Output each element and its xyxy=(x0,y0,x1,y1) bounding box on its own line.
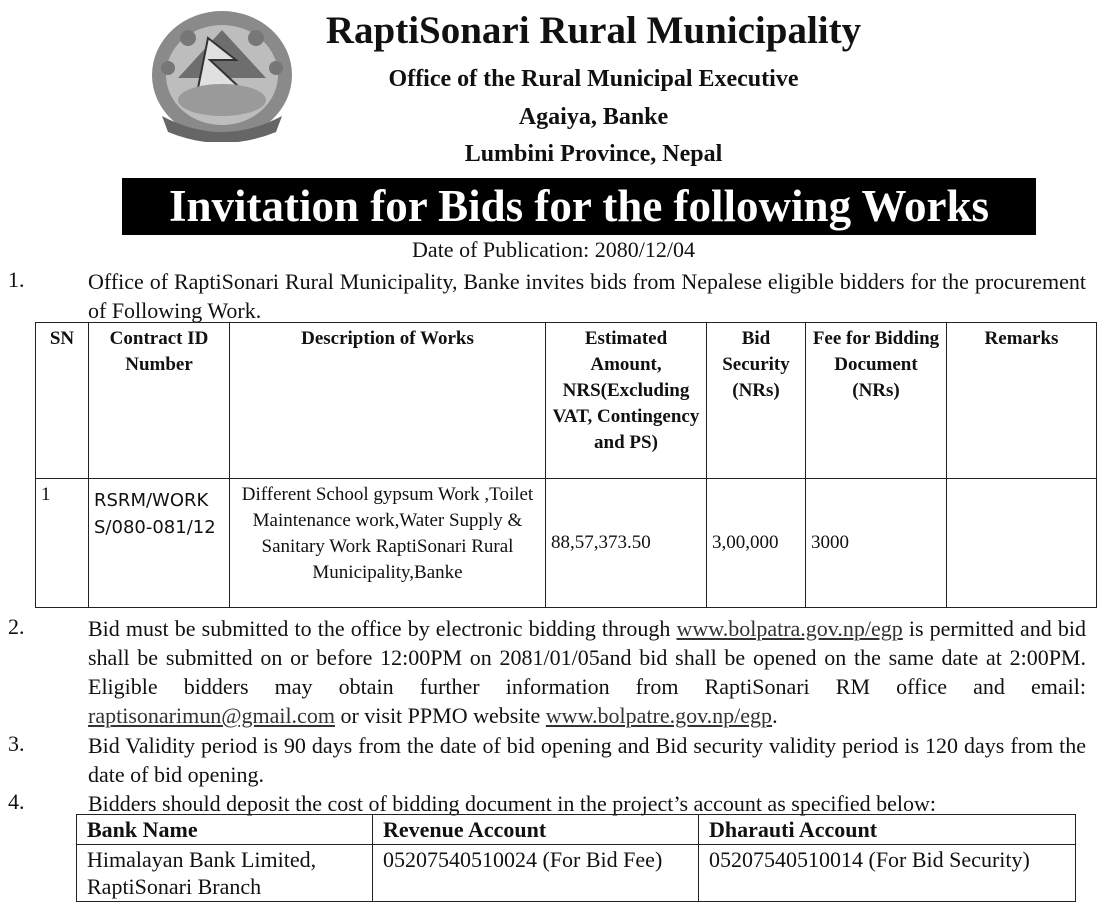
municipality-title: RaptiSonari Rural Municipality xyxy=(325,9,862,52)
cell-revenue-account: 05207540510024 (For Bid Fee) xyxy=(373,845,699,902)
col-remarks: Remarks xyxy=(947,323,1097,479)
cell-contract-id: RSRM/WORKS/080-081/12 xyxy=(89,479,230,608)
col-bidding-fee: Fee for Bidding Document (NRs) xyxy=(806,323,947,479)
item-2-text-c: or visit PPMO website xyxy=(334,703,546,728)
col-bid-security: Bid Security (NRs) xyxy=(707,323,806,479)
table-row xyxy=(36,479,1097,608)
bank-table xyxy=(76,814,1076,902)
table-row xyxy=(77,845,1076,902)
col-sn: SN xyxy=(36,323,89,479)
item-text-4: Bidders should deposit the cost of bidding document in the project’s account as specified below: xyxy=(88,791,937,816)
publication-date: Date of Publication: 2080/12/04 xyxy=(412,237,695,262)
item-text-2 xyxy=(88,614,1086,730)
cell-remarks xyxy=(947,479,1097,608)
col-contract-id: Contract ID Number xyxy=(89,323,230,479)
office-name: Office of the Rural Municipal Executive xyxy=(388,66,799,92)
bolpatra-link[interactable]: www.bolpatra.gov.np/egp xyxy=(676,616,903,641)
cell-sn: 1 xyxy=(36,479,89,608)
cell-estimated-amount: 88,57,373.50 xyxy=(546,479,707,608)
col-bank-name: Bank Name xyxy=(77,815,373,845)
notice-banner: Invitation for Bids for the following Works xyxy=(122,178,1036,235)
cell-bidding-fee: 3000 xyxy=(806,479,947,608)
item-number-3: 3. xyxy=(8,731,25,756)
item-2-text-b: is permitted and bid shall be submitted on or before 12:00PM on 2081/01/05and bid shall be opened on the same date at 2:00PM. Eligible bidders may obtain further information from RaptiSonari RM office and email: xyxy=(88,616,1087,699)
col-dharauti-account: Dharauti Account xyxy=(699,815,1076,845)
ppmo-link[interactable]: www.bolpatre.gov.np/egp xyxy=(545,703,773,728)
item-number-1: 1. xyxy=(8,267,25,292)
cell-bid-security: 3,00,000 xyxy=(707,479,806,608)
office-province: Lumbini Province, Nepal xyxy=(464,141,723,167)
works-table xyxy=(35,322,1097,608)
office-address: Agaiya, Banke xyxy=(518,104,669,130)
cell-bank-name: Himalayan Bank Limited, RaptiSonari Branch xyxy=(77,845,373,902)
item-2-text-a: Bid must be submitted to the office by electronic bidding through xyxy=(88,616,677,641)
cell-description: Different School gypsum Work ,Toilet Maintenance work,Water Supply & Sanitary Work RaptiSonari Rural Municipality,Banke xyxy=(230,479,546,608)
cell-dharauti-account: 05207540510014 (For Bid Security) xyxy=(699,845,1076,902)
col-estimated-amount: Estimated Amount, NRS(Excluding VAT, Contingency and PS) xyxy=(546,323,707,479)
email-link[interactable]: raptisonarimun@gmail.com xyxy=(88,703,335,728)
col-revenue-account: Revenue Account xyxy=(373,815,699,845)
item-text-1: Office of RaptiSonari Rural Municipality, Banke invites bids from Nepalese eligible bidders for the procurement of Following Work. xyxy=(88,269,1086,323)
item-number-2: 2. xyxy=(8,614,25,639)
item-text-3: Bid Validity period is 90 days from the date of bid opening and Bid security validity period is 120 days from the date of bid opening. xyxy=(88,733,1086,787)
item-2-text-d: . xyxy=(772,703,778,728)
item-number-4: 4. xyxy=(8,789,25,814)
col-description: Description of Works xyxy=(230,323,546,479)
